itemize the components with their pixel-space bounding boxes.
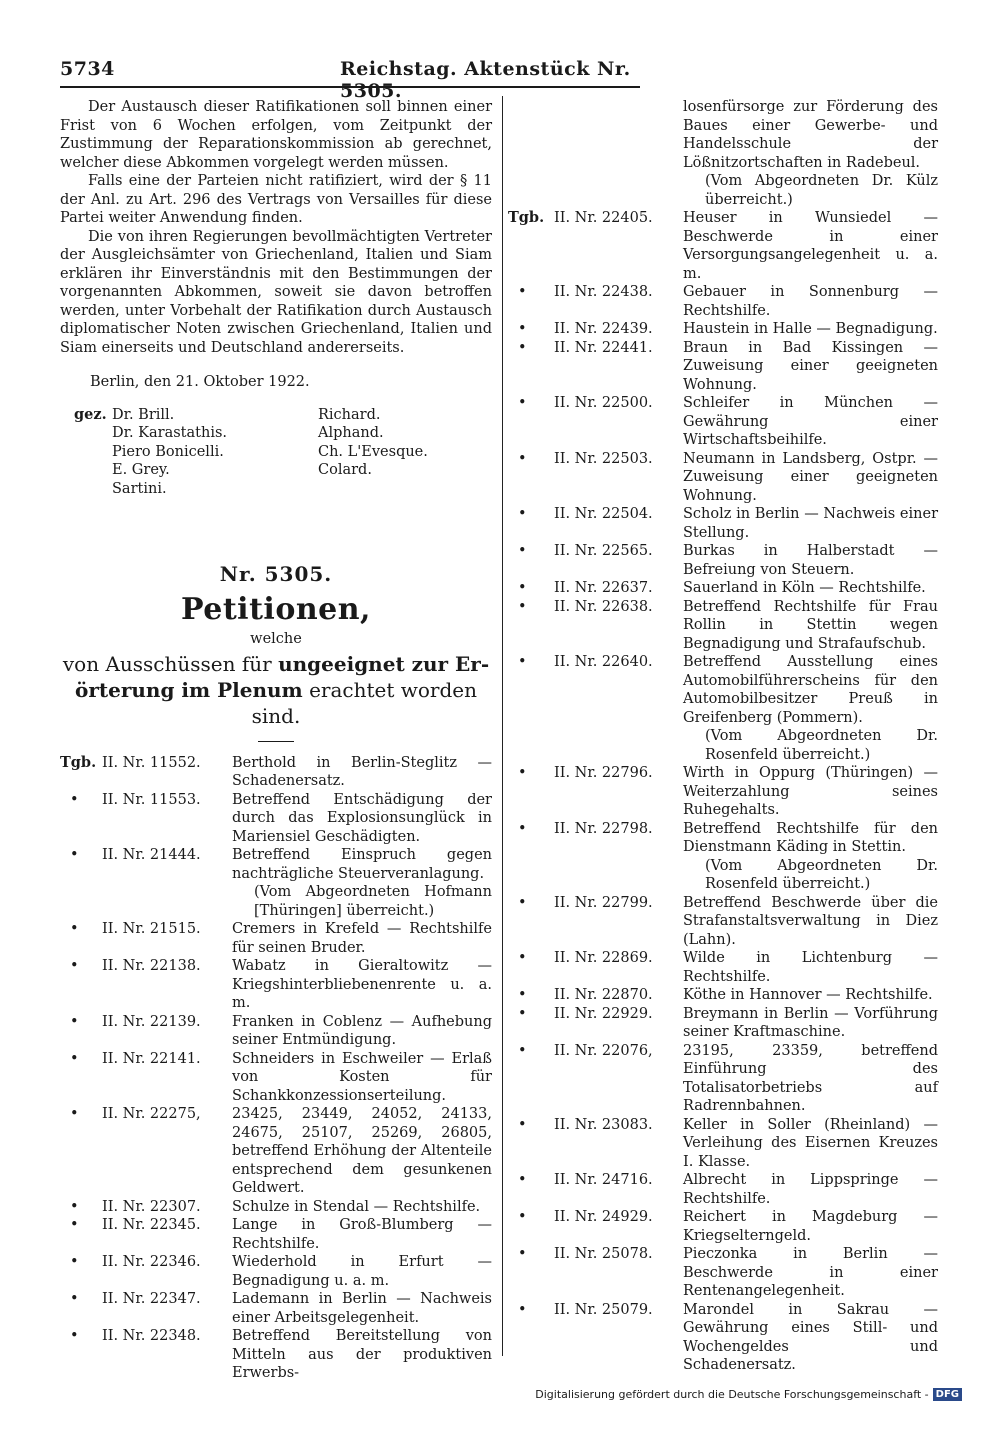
petition-entry bbox=[508, 598, 938, 654]
entry-text-block bbox=[683, 764, 938, 820]
entry-text: Haustein in Halle — Begnadigung. bbox=[683, 321, 938, 337]
entry-reference bbox=[508, 653, 683, 764]
ditto-mark: • bbox=[70, 1254, 79, 1270]
entry-text: Schneiders in Eschweiler — Erlaß von Kosten für Schankkonzessionserteilung. bbox=[232, 1050, 492, 1104]
petition-entry bbox=[508, 1171, 938, 1208]
petition-entry bbox=[60, 1050, 492, 1106]
petition-entry bbox=[508, 1301, 938, 1375]
section-rule bbox=[258, 741, 294, 742]
footer-credit bbox=[535, 1388, 962, 1401]
entry-text: Scholz in Berlin — Nachweis einer Stellung. bbox=[683, 506, 938, 541]
ditto-mark: • bbox=[518, 1246, 527, 1262]
ditto-mark: • bbox=[518, 950, 527, 966]
entry-reference bbox=[60, 1327, 232, 1383]
signature: Alphand. bbox=[318, 425, 384, 441]
ditto-mark: • bbox=[518, 894, 527, 911]
continued-note: (Vom Abgeordneten Dr. Külz überreicht.) bbox=[705, 173, 938, 208]
entry-reference bbox=[508, 986, 683, 1005]
entry-reference bbox=[508, 579, 683, 598]
petition-entry bbox=[60, 846, 492, 920]
section-welche: welche bbox=[250, 630, 302, 647]
entry-number: II. Nr. 22638. bbox=[554, 598, 653, 615]
entry-text: Köthe in Hannover — Rechtshilfe. bbox=[683, 987, 933, 1003]
entry-text-block bbox=[683, 1208, 938, 1245]
entry-number: II. Nr. 21515. bbox=[102, 921, 201, 937]
entry-number: II. Nr. 22640. bbox=[554, 654, 653, 670]
entry-text-block bbox=[683, 986, 938, 1005]
right-column bbox=[508, 98, 938, 1375]
entry-number: II. Nr. 22347. bbox=[102, 1291, 201, 1307]
petition-entry bbox=[508, 986, 938, 1005]
ditto-mark: • bbox=[70, 1198, 79, 1215]
petition-entry bbox=[508, 1245, 938, 1301]
entry-number: II. Nr. 21444. bbox=[102, 847, 201, 863]
entry-text-block bbox=[683, 579, 938, 598]
paragraph-3: Die von ihren Regierungen bevollmächtigten Vertreter der Ausgleichsämter von Griechenland, Italien und Siam erklären ihr Einverständnis mit den Bestimmungen der vorgenannten Abkommen, soweit sie davon betroffen werden, unter Vorbehalt der Ratifikation durch Austausch diplomatischer Noten zwischen Griechenland, Italien und Siam einerseits und Deutschland andererseits. bbox=[60, 228, 492, 356]
petition-entry bbox=[508, 542, 938, 579]
ditto-mark: • bbox=[70, 847, 79, 863]
entry-reference bbox=[508, 320, 683, 339]
header-rule bbox=[60, 86, 640, 88]
entry-text: Heuser in Wunsiedel — Beschwerde in einer Versorgungsangelegenheit u. a. m. bbox=[683, 210, 938, 282]
petition-entry bbox=[508, 949, 938, 986]
entry-text-block bbox=[683, 505, 938, 542]
petition-entry bbox=[508, 1116, 938, 1172]
entry-text: Breymann in Berlin — Vorführung seiner Kraftmaschine. bbox=[683, 1005, 938, 1040]
entry-reference bbox=[60, 1050, 232, 1106]
ditto-mark: • bbox=[70, 1217, 79, 1233]
entry-text: Schleifer in München — Gewährung einer Wirtschaftsbeihilfe. bbox=[683, 395, 938, 448]
ditto-mark: • bbox=[518, 1209, 527, 1225]
entry-reference bbox=[60, 920, 232, 957]
entry-reference bbox=[508, 598, 683, 654]
entry-number: II. Nr. 22929. bbox=[554, 1005, 653, 1022]
entry-reference bbox=[60, 1013, 232, 1050]
entry-reference bbox=[508, 505, 683, 542]
entry-text: Betreffend Rechtshilfe für Frau Rollin in Stettin wegen Begnadigung und Strafaufschub. bbox=[683, 598, 938, 652]
ditto-mark: • bbox=[70, 921, 79, 937]
entry-reference bbox=[60, 1105, 232, 1198]
entry-number: II. Nr. 22637. bbox=[554, 580, 653, 596]
entry-reference bbox=[508, 894, 683, 950]
petition-entry bbox=[60, 1013, 492, 1050]
entry-text: Betreffend Beschwerde über die Strafanstaltsverwaltung in Diez (Lahn). bbox=[683, 894, 938, 948]
tgb-label: Tgb. bbox=[60, 753, 97, 771]
gez-label: gez. bbox=[74, 405, 107, 423]
signatures-right bbox=[318, 406, 428, 480]
petition-entry bbox=[508, 764, 938, 820]
ditto-mark: • bbox=[70, 1013, 79, 1030]
ditto-mark: • bbox=[518, 820, 527, 837]
entry-number: II. Nr. 11552. bbox=[102, 754, 201, 771]
petition-entry bbox=[508, 653, 938, 764]
ditto-mark: • bbox=[518, 654, 527, 670]
entry-text-block bbox=[232, 1290, 492, 1327]
ditto-mark: • bbox=[518, 543, 527, 559]
entry-number: II. Nr. 22799. bbox=[554, 894, 653, 911]
entry-number: II. Nr. 22138. bbox=[102, 958, 201, 974]
entry-text-block bbox=[683, 653, 938, 764]
entry-number: II. Nr. 22405. bbox=[554, 210, 653, 226]
entry-text: Betreffend Entschädigung der durch das Explosionsunglück in Mariensiel Geschädigten. bbox=[232, 791, 492, 845]
ditto-mark: • bbox=[518, 580, 527, 596]
ditto-mark: • bbox=[70, 1328, 79, 1344]
entry-text-block bbox=[683, 450, 938, 506]
petition-entry bbox=[60, 1105, 492, 1198]
entry-text-block bbox=[232, 1050, 492, 1106]
paragraph-1: Der Austausch dieser Ratifikationen soll binnen einer Frist von 6 Wochen erfolgen, vom Zeitpunkt der Zustimmung der Reparationskommission ab gerechnet, welcher diese Abkommen vorgelegt werden müssen. bbox=[60, 99, 492, 171]
petition-entry bbox=[508, 450, 938, 506]
petition-entry bbox=[60, 920, 492, 957]
entry-text: Albrecht in Lippspringe — Rechtshilfe. bbox=[683, 1172, 938, 1207]
entry-reference bbox=[508, 1301, 683, 1375]
petition-entry bbox=[508, 579, 938, 598]
entry-reference bbox=[508, 542, 683, 579]
petition-entry bbox=[508, 320, 938, 339]
entry-text: Marondel in Sakrau — Gewährung eines Still- und Wochengeldes und Schadenersatz. bbox=[683, 1301, 938, 1373]
entry-text-block bbox=[683, 820, 938, 894]
entry-text-block bbox=[683, 1171, 938, 1208]
section-number: Nr. 5305. bbox=[219, 561, 333, 586]
ditto-mark: • bbox=[518, 765, 527, 781]
entry-reference bbox=[508, 1171, 683, 1208]
entry-text-block bbox=[683, 894, 938, 950]
entry-number: II. Nr. 25078. bbox=[554, 1246, 653, 1262]
entry-text: 23425, 23449, 24052, 24133, 24675, 25107, 25269, 26805, betreffend Erhöhung der Altenteile entsprechend dem gesunkenen Geldwert. bbox=[232, 1106, 492, 1196]
ditto-mark: • bbox=[518, 987, 527, 1003]
entry-text: Franken in Coblenz — Aufhebung seiner Entmündigung. bbox=[232, 1013, 492, 1048]
entry-text-block bbox=[232, 846, 492, 920]
ditto-mark: • bbox=[70, 1050, 79, 1067]
entry-text-block bbox=[683, 542, 938, 579]
entry-text-block bbox=[683, 949, 938, 986]
entry-text-block bbox=[232, 1013, 492, 1050]
signature: E. Grey. bbox=[112, 462, 170, 478]
entry-text: 23195, 23359, betreffend Einführung des Totalisatorbetriebs auf Radrennbahnen. bbox=[683, 1042, 938, 1114]
entry-number: II. Nr. 24716. bbox=[554, 1172, 653, 1188]
entry-reference bbox=[508, 283, 683, 320]
signature: Sartini. bbox=[112, 480, 167, 497]
entry-number: II. Nr. 22348. bbox=[102, 1328, 201, 1344]
entry-text-block bbox=[232, 1198, 492, 1217]
petition-entry bbox=[60, 957, 492, 1013]
ditto-mark: • bbox=[518, 1301, 527, 1318]
entry-number: II. Nr. 22307. bbox=[102, 1198, 201, 1215]
ditto-mark: • bbox=[518, 1042, 527, 1059]
entry-text: Betreffend Einspruch gegen nachträgliche Steuerveranlagung. bbox=[232, 847, 492, 882]
petition-entry bbox=[60, 1327, 492, 1383]
entry-reference bbox=[508, 1005, 683, 1042]
petition-entry bbox=[508, 339, 938, 395]
continued-entry bbox=[508, 98, 938, 209]
entry-number: II. Nr. 22503. bbox=[554, 450, 653, 467]
entry-text: Reichert in Magdeburg — Kriegselterngeld. bbox=[683, 1209, 938, 1244]
entry-number: II. Nr. 22275, bbox=[102, 1106, 201, 1122]
petition-entry bbox=[508, 209, 938, 283]
subtitle-part: von Ausschüssen für bbox=[62, 651, 279, 676]
left-entry-list bbox=[60, 754, 492, 1383]
entry-text: Burkas in Halberstadt — Befreiung von Steuern. bbox=[683, 543, 938, 578]
entry-text-block bbox=[232, 1216, 492, 1253]
ditto-mark: • bbox=[518, 598, 527, 615]
entry-number: II. Nr. 22500. bbox=[554, 395, 653, 411]
ditto-mark: • bbox=[70, 791, 79, 808]
entry-reference bbox=[508, 339, 683, 395]
petition-entry bbox=[60, 1216, 492, 1253]
right-entry-list bbox=[508, 209, 938, 1375]
ditto-mark: • bbox=[518, 506, 527, 522]
entry-text-block bbox=[232, 920, 492, 957]
entry-reference bbox=[60, 754, 232, 791]
entry-note: (Vom Abgeordneten Dr. Rosenfeld überreicht.) bbox=[705, 728, 938, 763]
section-title: Petitionen, bbox=[180, 591, 371, 627]
entry-text: Betreffend Bereitstellung von Mitteln aus der produktiven Erwerbs- bbox=[232, 1328, 492, 1381]
entry-text: Cremers in Krefeld — Rechtshilfe für seinen Bruder. bbox=[232, 921, 492, 956]
entry-text-block bbox=[683, 209, 938, 283]
left-column bbox=[60, 98, 492, 1383]
paragraph-2: Falls eine der Parteien nicht ratifiziert, wird der § 11 der Anl. zu Art. 296 des Vertrags von Versailles für diese Partei weiter Anwendung finden. bbox=[60, 173, 492, 226]
entry-number: II. Nr. 22346. bbox=[102, 1254, 201, 1270]
date-line: Berlin, den 21. Oktober 1922. bbox=[90, 374, 310, 390]
entry-text-block bbox=[683, 283, 938, 320]
ditto-mark: • bbox=[70, 958, 79, 974]
entry-text-block bbox=[232, 1327, 492, 1383]
ditto-mark: • bbox=[518, 1172, 527, 1188]
footer-text: Digitalisierung gefördert durch die Deutsche Forschungsgemeinschaft - bbox=[535, 1388, 929, 1401]
entry-text-block bbox=[683, 1245, 938, 1301]
entry-reference bbox=[60, 1198, 232, 1217]
entry-text: Pieczonka in Berlin — Beschwerde in einer Rentenangelegenheit. bbox=[683, 1246, 938, 1299]
signatures bbox=[60, 406, 492, 502]
column-divider bbox=[502, 96, 503, 1356]
ditto-mark: • bbox=[518, 339, 527, 356]
entry-text: Schulze in Stendal — Rechtshilfe. bbox=[232, 1198, 481, 1215]
petition-entry bbox=[508, 1042, 938, 1116]
petition-entry bbox=[60, 791, 492, 847]
entry-text: Lange in Groß-Blumberg — Rechtshilfe. bbox=[232, 1217, 492, 1252]
section-subtitle bbox=[60, 651, 492, 729]
entry-reference bbox=[508, 949, 683, 986]
entry-reference bbox=[60, 957, 232, 1013]
entry-text-block bbox=[232, 754, 492, 791]
entry-number: II. Nr. 24929. bbox=[554, 1209, 653, 1225]
entry-text: Braun in Bad Kissingen — Zuweisung einer geeigneten Wohnung. bbox=[683, 339, 938, 393]
entry-number: II. Nr. 11553. bbox=[102, 791, 201, 808]
continued-text: losenfürsorge zur Förderung des Baues einer Gewerbe- und Handelsschule der Lößnitzortschaften in Radebeul. bbox=[683, 99, 938, 171]
signature: Colard. bbox=[318, 462, 372, 478]
petition-entry bbox=[508, 283, 938, 320]
ditto-mark: • bbox=[70, 1291, 79, 1307]
entry-number: II. Nr. 22439. bbox=[554, 321, 653, 337]
ditto-mark: • bbox=[518, 1005, 527, 1022]
entry-text-block bbox=[683, 1005, 938, 1042]
petition-entry bbox=[60, 754, 492, 791]
signature: Dr. Brill. bbox=[112, 406, 175, 423]
petition-entry bbox=[508, 505, 938, 542]
entry-reference bbox=[60, 1216, 232, 1253]
page-number: 5734 bbox=[60, 58, 115, 80]
petition-entry bbox=[508, 394, 938, 450]
entry-number: II. Nr. 22139. bbox=[102, 1013, 201, 1030]
entry-text: Keller in Soller (Rheinland) — Verleihung des Eisernen Kreuzes I. Klasse. bbox=[683, 1116, 938, 1170]
entry-text: Sauerland in Köln — Rechtshilfe. bbox=[683, 580, 926, 596]
subtitle-bold: örterung im Plenum bbox=[74, 677, 303, 702]
petition-entry bbox=[508, 1005, 938, 1042]
entry-note: (Vom Abgeordneten Hofmann [Thüringen] überreicht.) bbox=[254, 884, 492, 919]
ditto-mark: • bbox=[70, 1106, 79, 1122]
entry-text: Betreffend Ausstellung eines Automobilführerscheins für den Automobilbesitzer Preuß in Greifenberg (Pommern). bbox=[683, 654, 938, 726]
entry-text-block bbox=[683, 1116, 938, 1172]
subtitle-part: erachtet worden sind. bbox=[251, 677, 477, 728]
entry-reference bbox=[508, 1245, 683, 1301]
signature: Piero Bonicelli. bbox=[112, 443, 224, 460]
entry-reference bbox=[60, 846, 232, 920]
petition-entry bbox=[60, 1290, 492, 1327]
entry-number: II. Nr. 22504. bbox=[554, 506, 653, 522]
entry-note: (Vom Abgeordneten Dr. Rosenfeld überreicht.) bbox=[705, 857, 938, 892]
entry-number: II. Nr. 22798. bbox=[554, 820, 653, 837]
ditto-mark: • bbox=[518, 284, 527, 300]
entry-number: II. Nr. 25079. bbox=[554, 1301, 653, 1318]
entry-text-block bbox=[683, 320, 938, 339]
signature: Richard. bbox=[318, 406, 381, 423]
subtitle-bold: ungeeignet zur Er- bbox=[278, 651, 490, 676]
entry-text-block bbox=[683, 1301, 938, 1375]
ditto-mark: • bbox=[518, 1116, 527, 1133]
entry-reference bbox=[508, 820, 683, 894]
entry-text: Berthold in Berlin-Steglitz — Schadenersatz. bbox=[232, 754, 492, 789]
entry-text-block bbox=[683, 394, 938, 450]
signatures-left bbox=[112, 406, 227, 499]
entry-reference bbox=[508, 450, 683, 506]
page-header bbox=[60, 58, 640, 102]
dfg-logo: DFG bbox=[933, 1388, 962, 1401]
entry-reference bbox=[60, 1253, 232, 1290]
entry-text-block bbox=[683, 598, 938, 654]
petition-entry bbox=[60, 1253, 492, 1290]
entry-number: II. Nr. 22345. bbox=[102, 1217, 201, 1233]
entry-reference bbox=[508, 764, 683, 820]
entry-text-block bbox=[232, 957, 492, 1013]
running-title: Reichstag. Aktenstück Nr. 5305. bbox=[340, 58, 631, 102]
entry-reference bbox=[508, 209, 683, 283]
entry-text-block bbox=[232, 791, 492, 847]
entry-text: Neumann in Landsberg, Ostpr. — Zuweisung einer geeigneten Wohnung. bbox=[683, 450, 938, 504]
entry-reference bbox=[60, 1290, 232, 1327]
entry-text-block bbox=[683, 1042, 938, 1116]
entry-text: Lademann in Berlin — Nachweis einer Arbeitsgelegenheit. bbox=[232, 1291, 492, 1326]
entry-text-block bbox=[232, 1253, 492, 1290]
entry-text-block bbox=[683, 339, 938, 395]
entry-text: Wirth in Oppurg (Thüringen) — Weiterzahlung seines Ruhegehalts. bbox=[683, 765, 938, 818]
entry-number: II. Nr. 22869. bbox=[554, 950, 653, 966]
entry-number: II. Nr. 22796. bbox=[554, 765, 653, 781]
ditto-mark: • bbox=[518, 321, 527, 337]
entry-number: II. Nr. 22438. bbox=[554, 284, 653, 300]
petition-entry bbox=[508, 820, 938, 894]
signature: Dr. Karastathis. bbox=[112, 425, 228, 441]
petition-entry bbox=[508, 894, 938, 950]
petition-entry bbox=[60, 1198, 492, 1217]
tgb-label: Tgb. bbox=[508, 209, 545, 226]
entry-reference bbox=[508, 1042, 683, 1116]
ditto-mark: • bbox=[518, 395, 527, 411]
entry-number: II. Nr. 22141. bbox=[102, 1050, 201, 1067]
entry-text: Wabatz in Gieraltowitz — Kriegshinterbliebenenrente u. a. m. bbox=[232, 958, 492, 1011]
entry-reference bbox=[508, 1208, 683, 1245]
entry-text: Gebauer in Sonnenburg — Rechtshilfe. bbox=[683, 284, 938, 319]
entry-text: Wilde in Lichtenburg — Rechtshilfe. bbox=[683, 950, 938, 985]
signature: Ch. L'Evesque. bbox=[318, 443, 428, 460]
entry-reference bbox=[508, 1116, 683, 1172]
entry-number: II. Nr. 22870. bbox=[554, 987, 653, 1003]
ditto-mark: • bbox=[518, 450, 527, 467]
entry-number: II. Nr. 22565. bbox=[554, 543, 653, 559]
entry-text: Betreffend Rechtshilfe für den Dienstmann Käding in Stettin. bbox=[683, 820, 938, 855]
petition-entry bbox=[508, 1208, 938, 1245]
entry-number: II. Nr. 22441. bbox=[554, 339, 653, 356]
entry-number: II. Nr. 23083. bbox=[554, 1116, 653, 1133]
entry-reference bbox=[508, 394, 683, 450]
entry-number: II. Nr. 22076, bbox=[554, 1042, 653, 1059]
entry-text: Wiederhold in Erfurt — Begnadigung u. a. m. bbox=[232, 1254, 492, 1289]
entry-reference bbox=[60, 791, 232, 847]
entry-text-block bbox=[232, 1105, 492, 1198]
